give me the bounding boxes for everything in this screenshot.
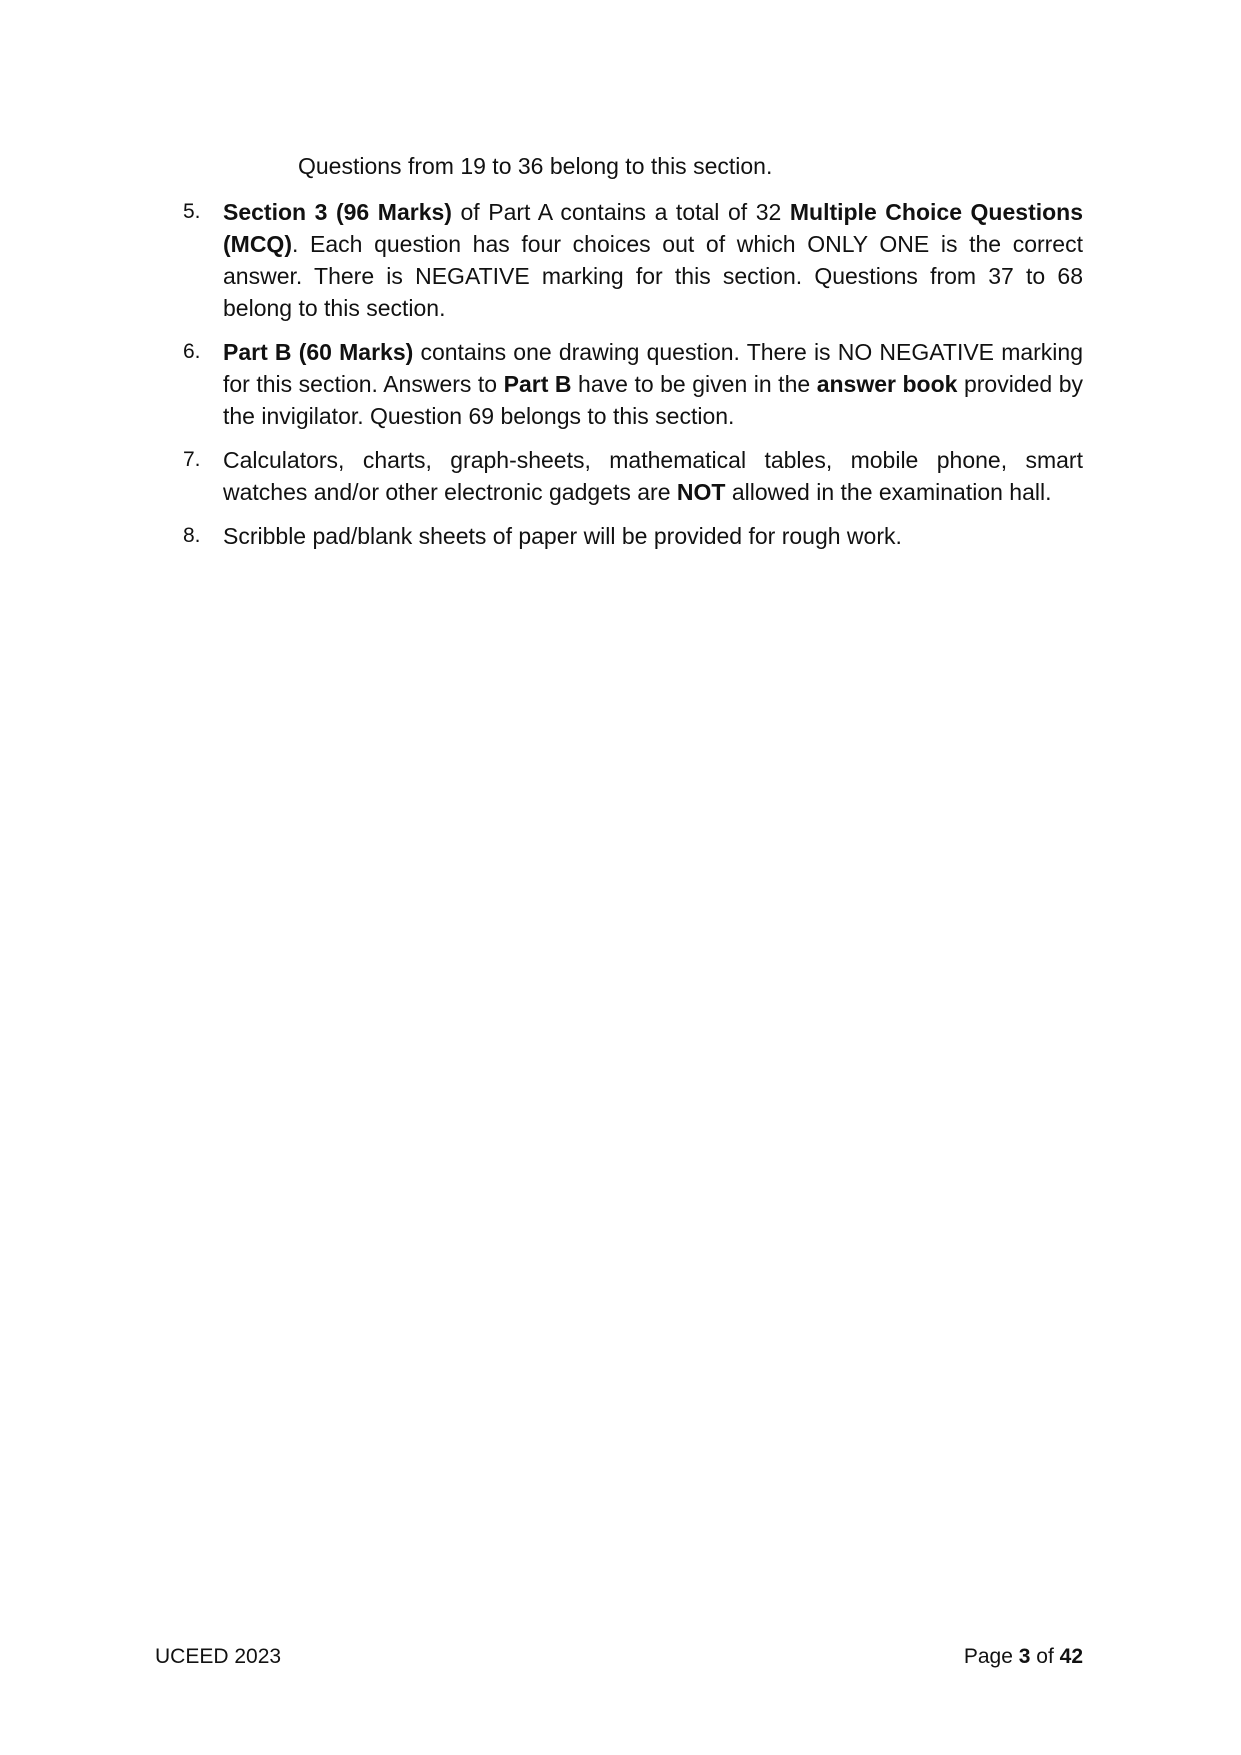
page-prefix: Page: [963, 1645, 1019, 1668]
footer-page-number: [964, 1643, 1083, 1671]
text-segment: contains one drawing question. There is NO NEGATIVE marking for this section. Answers to: [223, 339, 1083, 397]
instruction-text: [223, 523, 902, 549]
page-total: 42: [1059, 1645, 1083, 1668]
text-segment: Scribble pad/blank sheets of paper will be provided for rough work.: [223, 523, 902, 549]
section-continuation-text: Questions from 19 to 36 belong to this section.: [298, 153, 773, 179]
instruction-text: [223, 199, 1083, 321]
instruction-item-8: [183, 520, 1083, 552]
bold-text: Multiple Choice Questions (MCQ): [223, 199, 1084, 257]
instruction-number: 5.: [183, 200, 201, 223]
instruction-number: 6.: [183, 340, 201, 363]
bold-text: answer book: [816, 371, 958, 397]
footer-exam-name: UCEED 2023: [155, 1645, 282, 1668]
instruction-text: [223, 339, 1083, 429]
text-segment: of Part A contains a total of 32: [451, 199, 790, 225]
instruction-number: 7.: [183, 448, 201, 471]
instructions-list: [183, 196, 1083, 564]
instruction-item-5: [183, 196, 1083, 324]
text-segment: Calculators, charts, graph-sheets, mathematical tables, mobile phone, smart watches and/or other electronic gadgets are: [223, 447, 1083, 505]
page-middle: of: [1030, 1645, 1060, 1668]
text-segment: allowed in the examination hall.: [725, 479, 1052, 505]
bold-text: NOT: [676, 479, 726, 505]
text-segment: provided by the invigilator. Question 69 belongs to this section.: [223, 371, 1083, 429]
text-segment: . Each question has four choices out of which ONLY ONE is the correct answer. There is NEGATIVE marking for this section. Questions from 37 to 68 belong to this section.: [223, 231, 1083, 321]
instruction-item-7: [183, 444, 1083, 508]
bold-text: Part B: [503, 371, 572, 397]
instruction-item-6: [183, 336, 1083, 432]
page-current: 3: [1018, 1645, 1031, 1668]
instruction-number: 8.: [183, 524, 201, 547]
bold-text: Part B (60 Marks): [223, 339, 414, 365]
text-segment: have to be given in the: [571, 371, 817, 397]
instruction-text: [223, 447, 1083, 505]
bold-text: Section 3 (96 Marks): [223, 199, 452, 225]
